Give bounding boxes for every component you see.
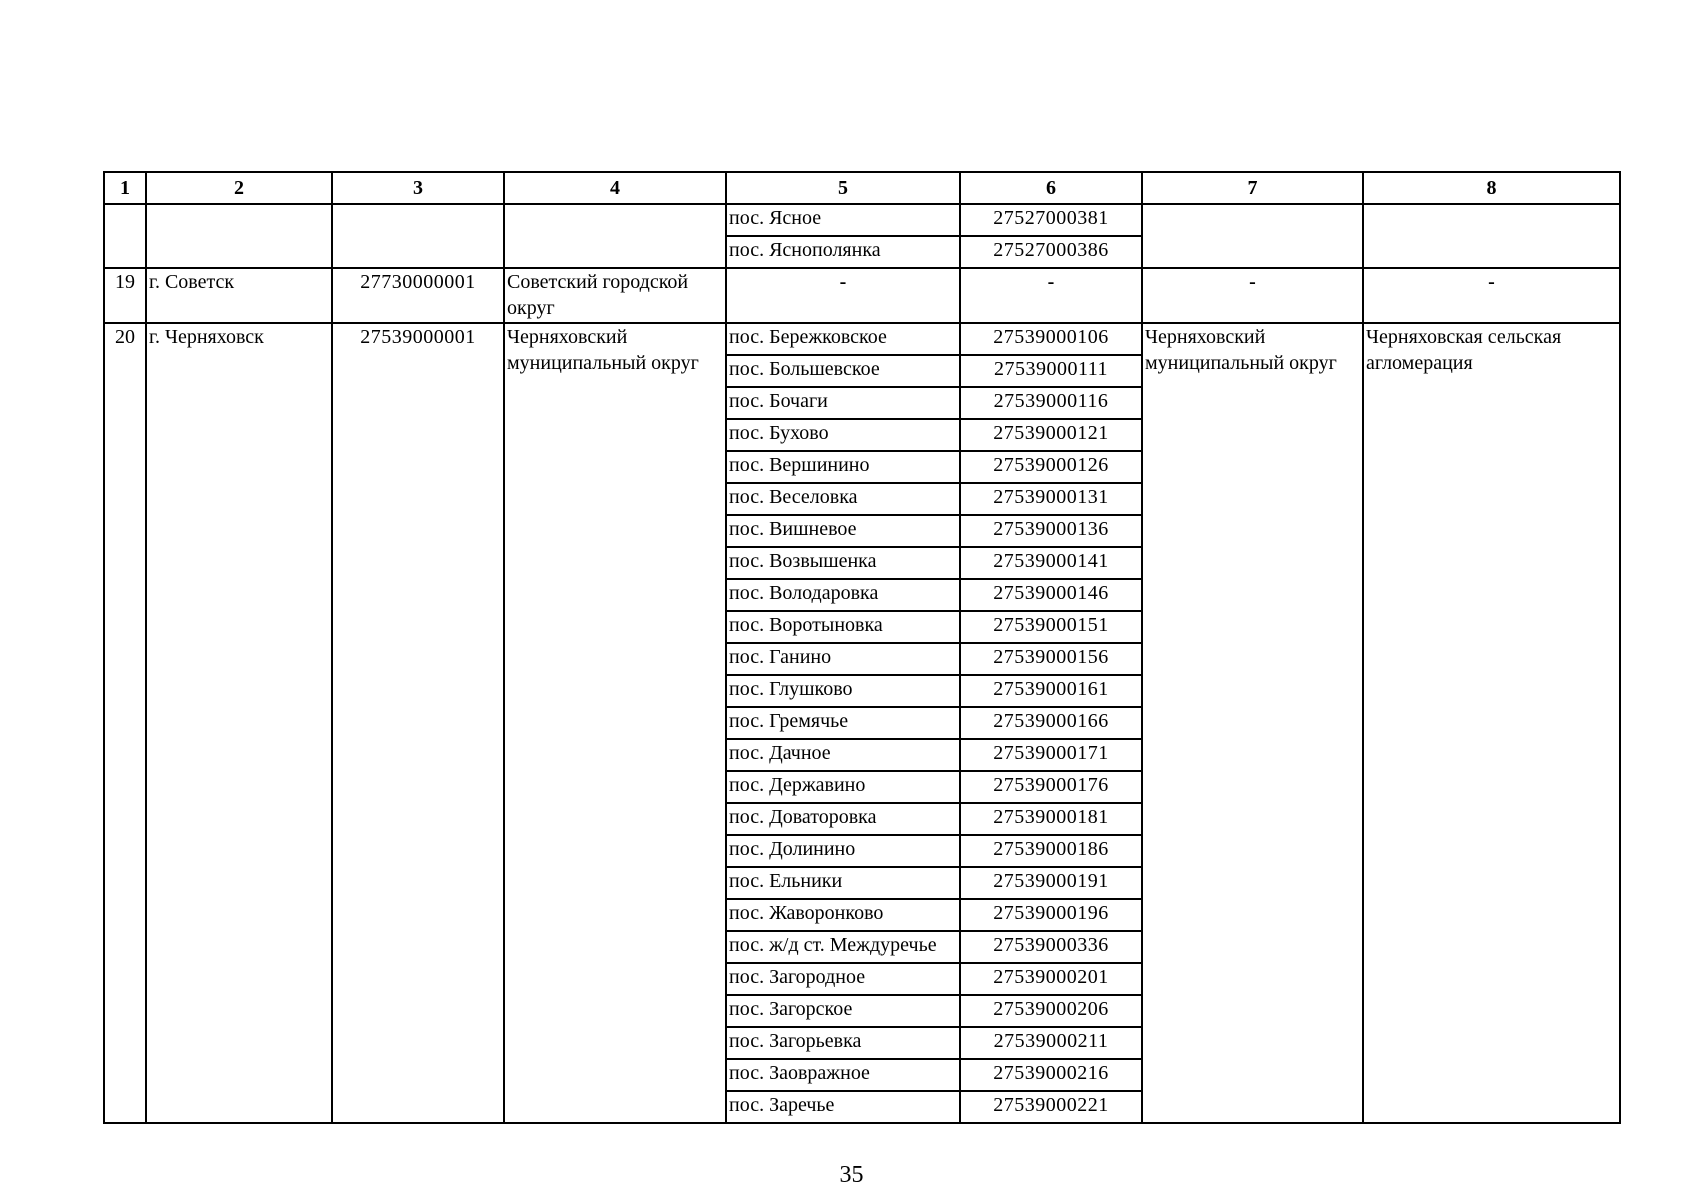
column-header-5: 5 (726, 172, 960, 204)
settlement-code: 27539000116 (960, 387, 1142, 419)
settlement-code: 27539000186 (960, 835, 1142, 867)
settlement-code: 27539000136 (960, 515, 1142, 547)
settlement-code: 27539000216 (960, 1059, 1142, 1091)
settlement-code: 27539000181 (960, 803, 1142, 835)
settlement-name: пос. Бухово (726, 419, 960, 451)
settlement-name: пос. Ясное (726, 204, 960, 236)
settlement-name: пос. Воротыновка (726, 611, 960, 643)
settlement-code: 27539000156 (960, 643, 1142, 675)
settlement-code: 27539000161 (960, 675, 1142, 707)
settlement-code: 27539000166 (960, 707, 1142, 739)
settlement-name: пос. Володаровка (726, 579, 960, 611)
settlement-name: пос. Возвышенка (726, 547, 960, 579)
settlement-code: 27527000386 (960, 236, 1142, 268)
settlement-name: пос. Вишневое (726, 515, 960, 547)
dash-cell: - (1142, 268, 1363, 323)
settlement-code: 27539000191 (960, 867, 1142, 899)
column-header-4: 4 (504, 172, 726, 204)
settlement-code: 27539000111 (960, 355, 1142, 387)
column-header-3: 3 (332, 172, 504, 204)
municipal-district: Черняховский муниципальный округ (1142, 323, 1363, 1123)
table-row (104, 323, 1620, 355)
settlement-name: пос. Заовражное (726, 1059, 960, 1091)
settlement-code: 27527000381 (960, 204, 1142, 236)
settlement-name: пос. Дачное (726, 739, 960, 771)
settlement-code: 27539000126 (960, 451, 1142, 483)
settlement-name: пос. Жаворонково (726, 899, 960, 931)
table-row (104, 204, 1620, 236)
header-row (104, 172, 1620, 204)
settlement-code: 27539000131 (960, 483, 1142, 515)
settlement-code: 27539000121 (960, 419, 1142, 451)
table-row (104, 268, 1620, 323)
dash-cell: - (726, 268, 960, 323)
settlement-name: пос. Веселовка (726, 483, 960, 515)
city-code: 27539000001 (332, 323, 504, 1123)
agglomeration: Черняховская сельская агломерация (1363, 323, 1620, 1123)
settlement-code: 27539000206 (960, 995, 1142, 1027)
column-header-8: 8 (1363, 172, 1620, 204)
dash-cell: - (960, 268, 1142, 323)
settlement-name: пос. Заречье (726, 1091, 960, 1123)
settlement-code: 27539000106 (960, 323, 1142, 355)
empty-cell (1363, 204, 1620, 268)
settlement-name: пос. Ельники (726, 867, 960, 899)
settlement-name: пос. Большевское (726, 355, 960, 387)
column-header-1: 1 (104, 172, 146, 204)
settlement-name: пос. Долинино (726, 835, 960, 867)
settlement-name: пос. Бережковское (726, 323, 960, 355)
dash-cell: - (1363, 268, 1620, 323)
city-name: г. Советск (146, 268, 332, 323)
settlement-code: 27539000171 (960, 739, 1142, 771)
settlement-name: пос. ж/д ст. Междуречье (726, 931, 960, 963)
city-name: г. Черняховск (146, 323, 332, 1123)
settlement-name: пос. Загорское (726, 995, 960, 1027)
settlement-code: 27539000196 (960, 899, 1142, 931)
column-header-2: 2 (146, 172, 332, 204)
column-header-7: 7 (1142, 172, 1363, 204)
row-number: 19 (104, 268, 146, 323)
settlement-code: 27539000336 (960, 931, 1142, 963)
settlement-code: 27539000151 (960, 611, 1142, 643)
settlement-name: пос. Державино (726, 771, 960, 803)
settlement-name: пос. Яснополянка (726, 236, 960, 268)
district-name: Черняховский муниципальный округ (504, 323, 726, 1123)
settlement-name: пос. Загорьевка (726, 1027, 960, 1059)
page-number: 35 (839, 1162, 864, 1188)
city-code: 27730000001 (332, 268, 504, 323)
settlement-name: пос. Загородное (726, 963, 960, 995)
district-name: Советский городской округ (504, 268, 726, 323)
row-number: 20 (104, 323, 146, 1123)
empty-cell (504, 204, 726, 268)
settlement-name: пос. Доваторовка (726, 803, 960, 835)
settlement-name: пос. Вершинино (726, 451, 960, 483)
settlement-name: пос. Гремячье (726, 707, 960, 739)
settlement-code: 27539000141 (960, 547, 1142, 579)
empty-cell (332, 204, 504, 268)
settlement-code: 27539000211 (960, 1027, 1142, 1059)
settlement-code: 27539000146 (960, 579, 1142, 611)
settlements-table (103, 171, 1621, 1124)
settlement-code: 27539000176 (960, 771, 1142, 803)
settlement-code: 27539000201 (960, 963, 1142, 995)
empty-cell (1142, 204, 1363, 268)
settlement-name: пос. Глушково (726, 675, 960, 707)
empty-cell (104, 204, 146, 268)
column-header-6: 6 (960, 172, 1142, 204)
settlement-code: 27539000221 (960, 1091, 1142, 1123)
settlement-name: пос. Ганино (726, 643, 960, 675)
settlement-name: пос. Бочаги (726, 387, 960, 419)
empty-cell (146, 204, 332, 268)
